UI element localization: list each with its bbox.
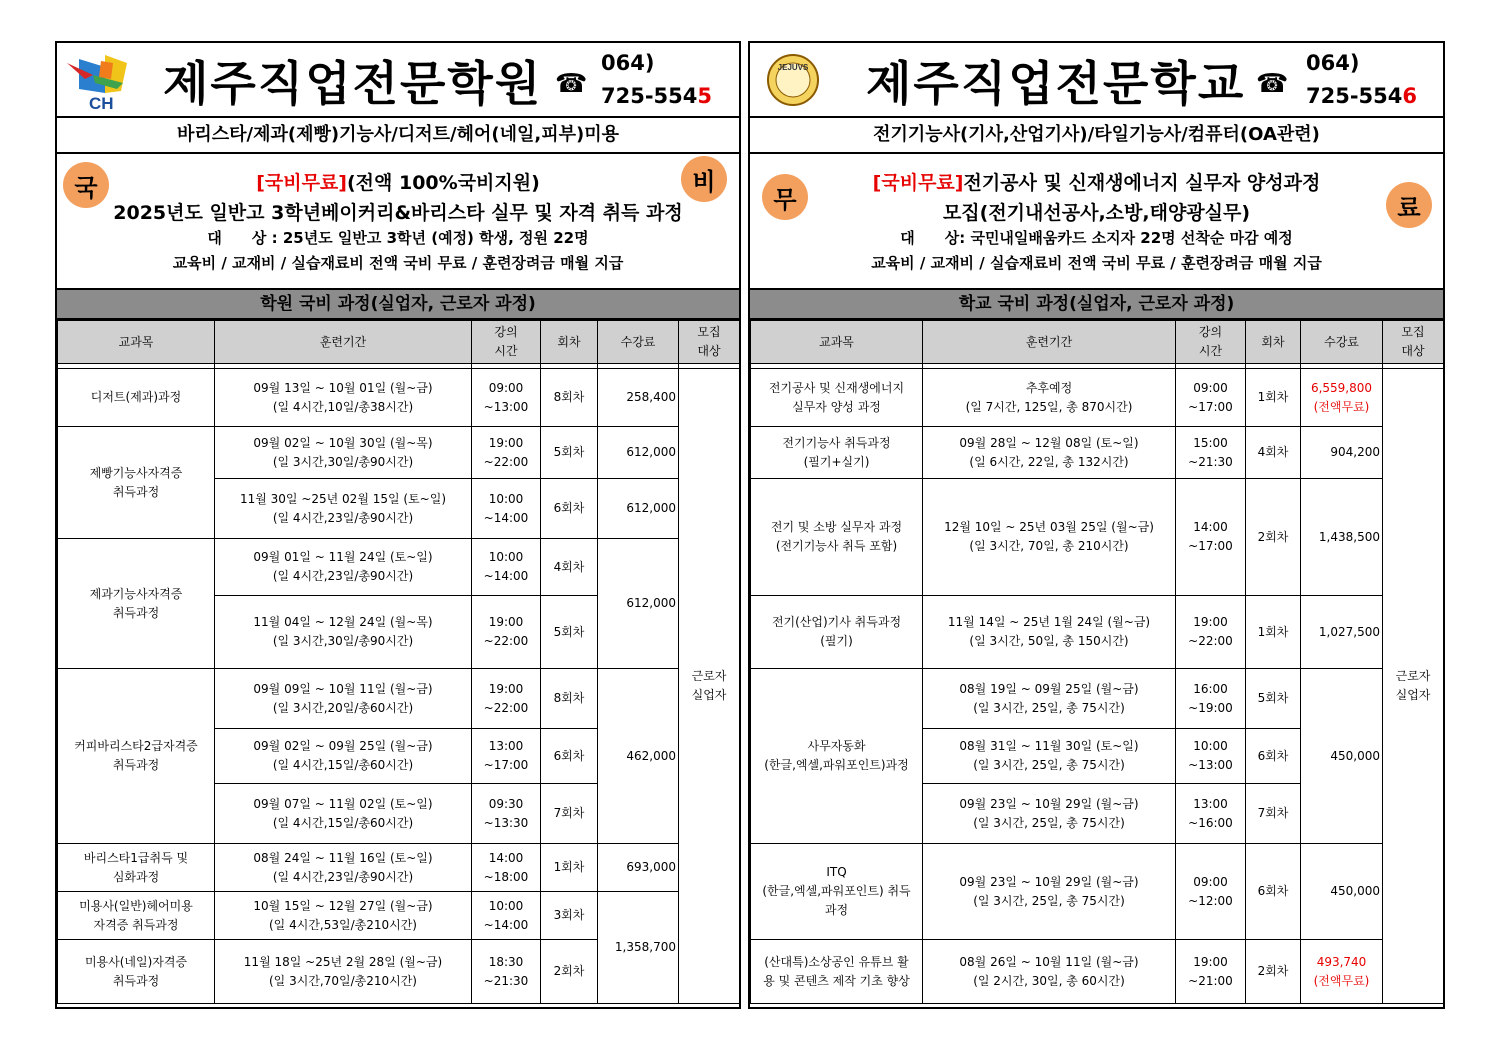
promo-target: 대 상 : 25년도 일반고 3학년 (예정) 학생, 정원 22명 — [207, 229, 589, 247]
table-row: 09월 23일 ~ 10월 29일 (월~금) (일 3시간, 25일, 총 75시간) 13:00 ~16:00 7회차 — [751, 784, 1444, 844]
col-round: 회차 — [1246, 321, 1301, 364]
table-row: ITQ (한글,엑셀,파워포인트) 취득 과정 09월 23일 ~ 10월 29일 (월~금) (일 3시간, 25일, 총 75시간) 09:00 ~12:00 6회차 450,000 — [751, 844, 1444, 940]
target-cell: 근로자 실업자 — [679, 369, 740, 1004]
col-time: 강의 시간 — [472, 321, 541, 364]
promo-tag: [국비무료] — [256, 172, 347, 194]
table-row: 커피바리스타2급자격증 취득과정 09월 09일 ~ 10월 11일 (월~금) (일 3시간,20일/총60시간) 19:00 ~22:00 8회차 462,000 — [58, 669, 740, 729]
table-row: 09월 07일 ~ 11월 02일 (토~일) (일 4시간,15일/총60시간) 09:30 ~13:30 7회차 — [58, 784, 740, 844]
col-time: 강의 시간 — [1176, 321, 1246, 364]
table-row: 미용사(네일)자격증 취득과정 11월 18일 ~25년 2월 28일 (월~금) (일 3시간,70일/총210시간) 18:30 ~21:30 2회차 — [58, 940, 740, 1004]
table-row: 08월 31일 ~ 11월 30일 (토~일) (일 3시간, 25일, 총 75시간) 10:00 ~13:00 6회차 — [751, 729, 1444, 784]
school-course-table — [750, 320, 1444, 1004]
school-logo — [766, 53, 820, 107]
table-row: 전기(산업)기사 취득과정 (필기) 11월 14일 ~ 25년 1월 24일 (월~금) (일 3시간, 50일, 총 150시간) 19:00 ~22:00 1회차 1,027,500 — [751, 596, 1444, 669]
col-round: 회차 — [541, 321, 598, 364]
promo-benefits: 교육비 / 교재비 / 실습재료비 전액 국비 무료 / 훈련장려금 매월 지급 — [172, 254, 624, 272]
promo-target: 대 상: 국민내일배움카드 소지자 22명 선착순 마감 예정 — [900, 229, 1293, 247]
badge-ryo: 료 — [1386, 182, 1432, 228]
table-row: 전기공사 및 신재생에너지 실무자 양성 과정 추후예정 (일 7시간, 125일, 총 870시간) 09:00 ~17:00 1회차 6,559,800 (전액무료) 근로자 실업자 — [751, 369, 1444, 427]
academy-section-title: 학원 국비 과정(실업자, 근로자 과정) — [57, 290, 739, 320]
academy-title: 제주직업전문학원 — [163, 57, 543, 112]
col-target: 모집 대상 — [1383, 321, 1444, 364]
table-row: 미용사(일반)헤어미용 자격증 취득과정 10월 15일 ~ 12월 27일 (월~금) (일 4시간,53일/총210시간) 10:00 ~14:00 3회차 1,358,700 — [58, 892, 740, 940]
col-period: 훈련기간 — [215, 321, 472, 364]
school-promo: 무 료 [국비무료]전기공사 및 신재생에너지 실무자 양성과정 모집(전기내선공사,소방,태양광실무) 대 상: 국민내일배움카드 소지자 22명 선착순 마감 예정 교육비 / 교재비 / 실습재료비 전액 국비 무료 / 훈련장려금 매월 지급 — [750, 154, 1443, 290]
table-row: 제빵기능사자격증 취득과정 09월 02일 ~ 10월 30일 (월~목) (일 3시간,30일/총90시간) 19:00 ~22:00 5회차 612,000 — [58, 427, 740, 479]
school-subtitle: 전기기능사(기사,산업기사)/타일기능사/컴퓨터(OA관련) — [750, 118, 1443, 154]
phone-icon: ☎ — [555, 69, 588, 99]
academy-promo: 국 비 [국비무료](전액 100%국비지원) 2025년도 일반고 3학년베이커리&바리스타 실무 및 자격 취득 과정 대 상 : 25년도 일반고 3학년 (예정) 학생, 정원 22명 교육비 / 교재비 / 실습재료비 전액 국비 무료 / 훈련장려금 매월 지급 — [57, 154, 739, 290]
table-row: 제과기능사자격증 취득과정 09월 01일 ~ 11월 24일 (토~일) (일 4시간,23일/총90시간) 10:00 ~14:00 4회차 612,000 — [58, 539, 740, 596]
table-header-row — [58, 321, 740, 364]
svg-text:CH: CH — [89, 94, 114, 111]
promo-course-title: 2025년도 일반고 3학년베이커리&바리스타 실무 및 자격 취득 과정 — [113, 202, 683, 224]
col-period: 훈련기간 — [923, 321, 1176, 364]
table-row: 전기 및 소방 실무자 과정 (전기기능사 취득 포함) 12월 10일 ~ 25년 03월 25일 (월~금) (일 3시간, 70일, 총 210시간) 14:00 ~17:00 2회차 1,438,500 — [751, 479, 1444, 596]
phone-icon: ☎ — [1256, 69, 1289, 99]
promo-tag: [국비무료] — [872, 172, 964, 194]
table-row: 디저트(제과)과정 09월 13일 ~ 10월 01일 (월~금) (일 4시간,10일/총38시간) 09:00 ~13:00 8회차 258,400 근로자 실업자 — [58, 369, 740, 427]
academy-course-table — [57, 320, 740, 1004]
promo-course-title: 모집(전기내선공사,소방,태양광실무) — [942, 202, 1251, 224]
academy-subtitle: 바리스타/제과(제빵)기능사/디저트/헤어(네일,피부)미용 — [57, 118, 739, 154]
target-cell: 근로자 실업자 — [1383, 369, 1444, 1004]
badge-bi: 비 — [681, 156, 727, 202]
table-row: 바리스타1급취득 및 심화과정 08월 24일 ~ 11월 16일 (토~일) (일 4시간,23일/총90시간) 14:00 ~18:00 1회차 693,000 — [58, 844, 740, 892]
badge-guk: 국 — [63, 162, 109, 208]
col-fee: 수강료 — [598, 321, 679, 364]
table-header-row — [751, 321, 1444, 364]
school-phone: 064) 725-5546 — [1306, 51, 1418, 108]
svg-text:JEJUVS: JEJUVS — [777, 63, 809, 72]
table-row: 전기기능사 취득과정 (필기+실기) 09월 28일 ~ 12월 08일 (토~일) (일 6시간, 22일, 총 132시간) 15:00 ~21:30 4회차 904,200 — [751, 427, 1444, 479]
promo-benefits: 교육비 / 교재비 / 실습재료비 전액 국비 무료 / 훈련장려금 매월 지급 — [871, 254, 1322, 272]
table-row: 11월 30일 ~25년 02월 15일 (토~일) (일 4시간,23일/총90시간) 10:00 ~14:00 6회차 612,000 — [58, 479, 740, 539]
academy-phone: 064) 725-5545 — [601, 51, 713, 108]
col-fee: 수강료 — [1301, 321, 1383, 364]
academy-logo — [65, 49, 139, 111]
table-row: 11월 04일 ~ 12월 24일 (월~목) (일 3시간,30일/총90시간) 19:00 ~22:00 5회차 — [58, 596, 740, 669]
school-panel — [748, 41, 1445, 1009]
table-row: 사무자동화 (한글,엑셀,파워포인트)과정 08월 19일 ~ 09월 25일 (월~금) (일 3시간, 25일, 총 75시간) 16:00 ~19:00 5회차 450,000 — [751, 669, 1444, 729]
academy-header — [57, 43, 739, 118]
col-subject: 교과목 — [58, 321, 215, 364]
school-title: 제주직업전문학교 — [866, 57, 1246, 112]
col-target: 모집 대상 — [679, 321, 740, 364]
badge-mu: 무 — [762, 174, 808, 220]
academy-panel — [55, 41, 741, 1009]
school-section-title: 학교 국비 과정(실업자, 근로자 과정) — [750, 290, 1443, 320]
table-row: 09월 02일 ~ 09월 25일 (월~금) (일 4시간,15일/총60시간) 13:00 ~17:00 6회차 — [58, 729, 740, 784]
school-header — [750, 43, 1443, 118]
col-subject: 교과목 — [751, 321, 923, 364]
table-row: (산대특)소상공인 유튜브 활 용 및 콘텐츠 제작 기초 향상 08월 26일 ~ 10월 11일 (월~금) (일 2시간, 30일, 총 60시간) 19:00 ~21:00 2회차 493,740 (전액무료) — [751, 940, 1444, 1004]
